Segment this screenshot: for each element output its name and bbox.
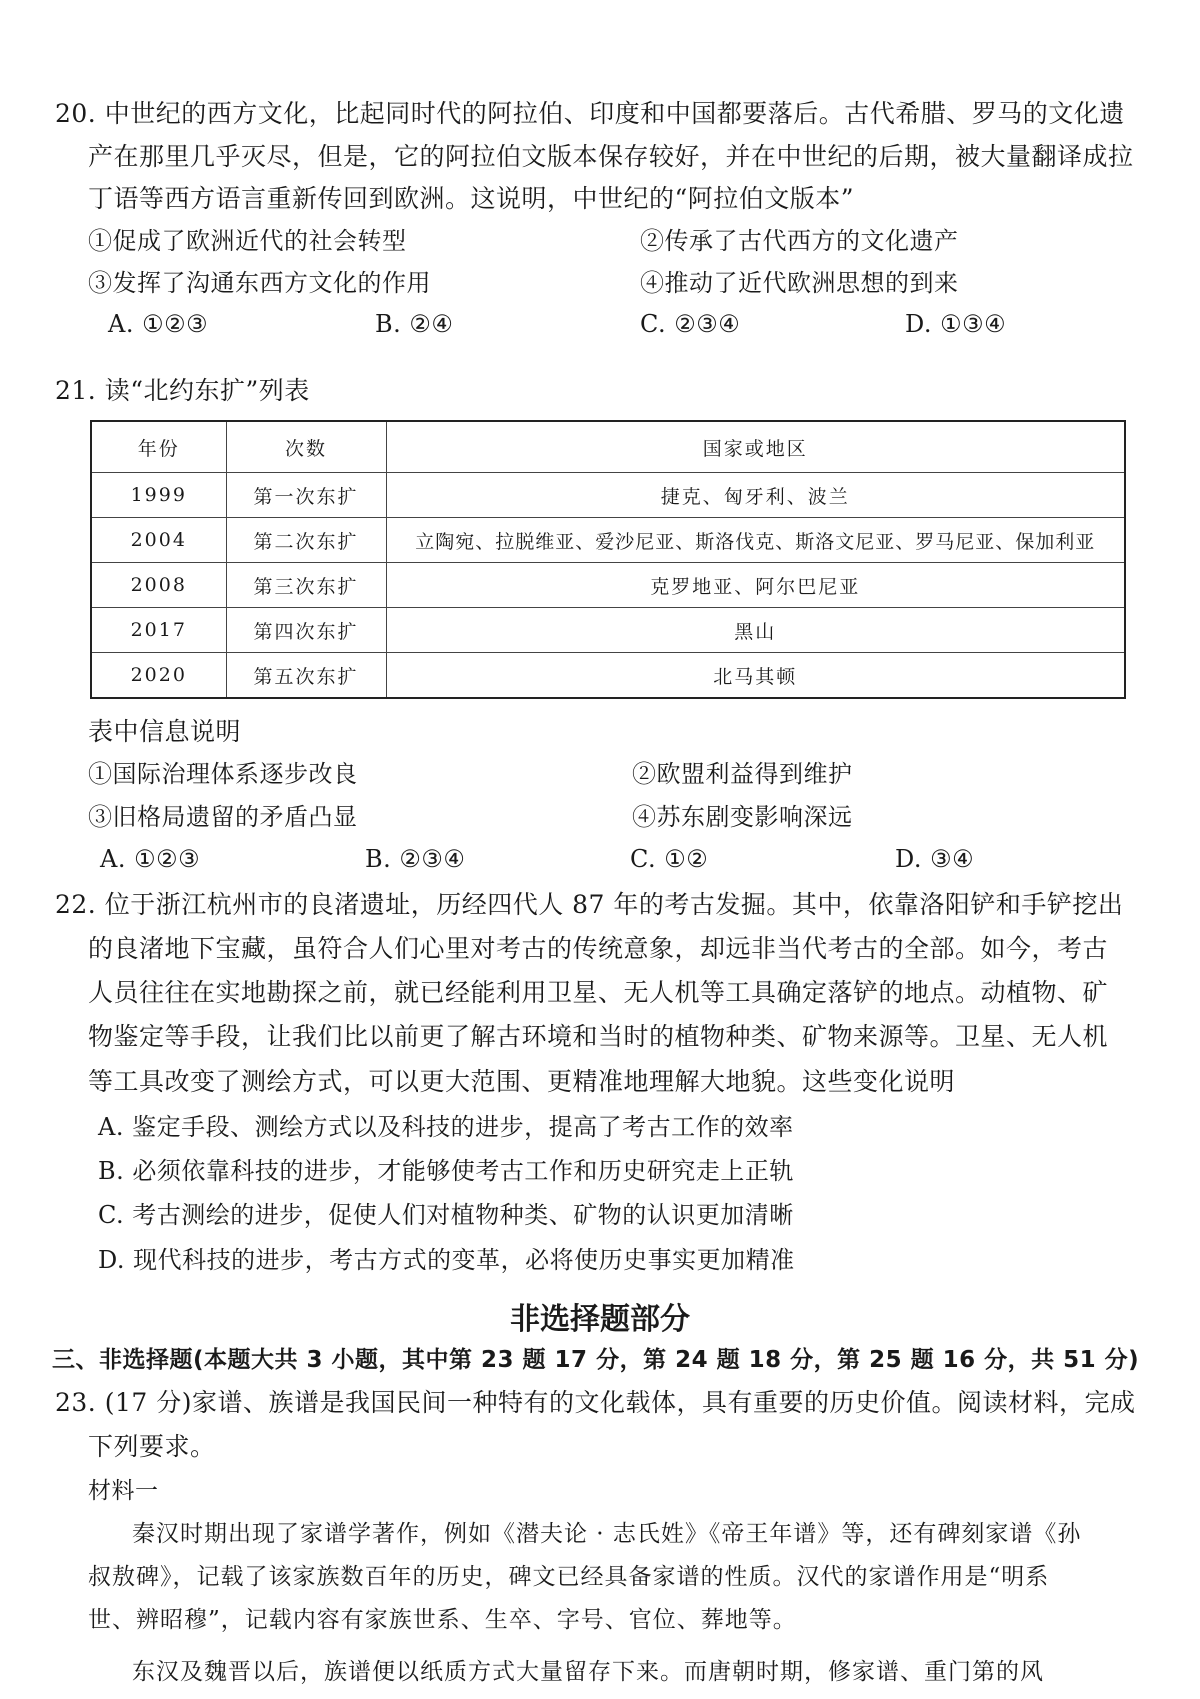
cell-year: 2017 [91,608,226,653]
cell-year: 2008 [91,563,226,608]
cell-country: 立陶宛、拉脱维亚、爱沙尼亚、斯洛伐克、斯洛文尼亚、罗马尼亚、保加利亚 [386,518,1125,563]
table-row [91,653,1125,699]
material-line2: 叔敖碑》，记载了该家族数百年的历史，碑文已经具备家谱的性质。汉代的家谱作用是“明系 [88,1564,1050,1590]
q21-option-a: A. ①②③ [100,845,201,873]
cell-round: 第三次东扩 [226,563,386,608]
q20-stem-line1: 20. 中世纪的西方文化，比起同时代的阿拉伯、印度和中国都要落后。古代希腊、罗马的文化遗 [55,99,1125,128]
cell-year: 1999 [91,473,226,518]
nato-expansion-table [90,420,1126,699]
material-line1: 秦汉时期出现了家谱学著作，例如《潜夫论 · 志氏姓》《帝王年谱》等，还有碑刻家谱《孙 [132,1521,1082,1547]
cell-country: 黑山 [386,608,1125,653]
table-row [91,563,1125,608]
q20-option-b: B. ②④ [375,310,454,338]
q21-option-b: B. ②③④ [365,845,466,873]
q22-option-d: D. 现代科技的进步，考古方式的变革，必将使历史事实更加精准 [98,1246,795,1274]
q21-lead: 表中信息说明 [88,717,242,746]
q22-stem-line2: 的良渚地下宝藏，虽符合人们心里对考古的传统意象，却远非当代考古的全部。如今，考古 [88,934,1109,963]
q22-stem-line3: 人员往往在实地勘探之前，就已经能利用卫星、无人机等工具确定落铲的地点。动植物、矿 [88,978,1109,1007]
header-round: 次数 [226,421,386,473]
section-heading: 三、非选择题(本题大共 3 小题，其中第 23 题 17 分，第 24 题 18 分，第 25 题 16 分，共 51 分) [52,1347,1140,1373]
material-label: 材料一 [88,1478,159,1504]
q20-item-4: ④推动了近代欧洲思想的到来 [640,269,959,297]
q20-item-1: ①促成了欧洲近代的社会转型 [88,227,407,255]
q23-stem-line1: 23. (17 分)家谱、族谱是我国民间一种特有的文化载体，具有重要的历史价值。阅读材料，完成 [55,1388,1136,1417]
q20-stem-line3: 丁语等西方语言重新传回到欧洲。这说明，中世纪的“阿拉伯文版本” [88,184,855,213]
cell-country: 北马其顿 [386,653,1125,699]
q22-stem-line4: 物鉴定等手段，让我们比以前更了解古环境和当时的植物种类、矿物来源等。卫星、无人机 [88,1022,1109,1051]
q20-option-c: C. ②③④ [640,310,741,338]
q23-stem-line2: 下列要求。 [88,1432,216,1461]
cell-country: 捷克、匈牙利、波兰 [386,473,1125,518]
q21-item-1: ①国际治理体系逐步改良 [88,760,358,788]
table-header-row [91,421,1125,473]
q21-item-2: ②欧盟利益得到维护 [632,760,853,788]
q20-option-d: D. ①③④ [905,310,1007,338]
header-country: 国家或地区 [386,421,1125,473]
q20-item-2: ②传承了古代西方的文化遗产 [640,227,959,255]
q22-option-b: B. 必须依靠科技的进步，才能够使考古工作和历史研究走上正轨 [98,1157,794,1185]
material-line3: 世、辨昭穆”，记载内容有家族世系、生卒、字号、官位、葬地等。 [88,1607,797,1633]
section-title: 非选择题部分 [510,1302,690,1337]
cell-country: 克罗地亚、阿尔巴尼亚 [386,563,1125,608]
table-row [91,473,1125,518]
material-line4: 东汉及魏晋以后，族谱便以纸质方式大量留存下来。而唐朝时期，修家谱、重门第的风 [132,1659,1044,1685]
header-year: 年份 [91,421,226,473]
q21-option-d: D. ③④ [895,845,975,873]
q21-item-3: ③旧格局遗留的矛盾凸显 [88,803,358,831]
cell-round: 第四次东扩 [226,608,386,653]
table-row [91,608,1125,653]
cell-round: 第一次东扩 [226,473,386,518]
q21-item-4: ④苏东剧变影响深远 [632,803,853,831]
table-row [91,518,1125,563]
q20-stem-line2: 产在那里几乎灭尽，但是，它的阿拉伯文版本保存较好，并在中世纪的后期，被大量翻译成拉 [88,142,1134,171]
cell-year: 2020 [91,653,226,699]
q22-stem-line5: 等工具改变了测绘方式，可以更大范围、更精准地理解大地貌。这些变化说明 [88,1067,956,1096]
q21-stem: 21. 读“北约东扩”列表 [55,376,310,405]
q22-option-c: C. 考古测绘的进步，促使人们对植物种类、矿物的认识更加清晰 [98,1201,794,1229]
q22-stem-line1: 22. 位于浙江杭州市的良渚遗址，历经四代人 87 年的考古发掘。其中，依靠洛阳铲和手铲挖出 [55,890,1124,919]
q20-option-a: A. ①②③ [108,310,209,338]
cell-year: 2004 [91,518,226,563]
q22-option-a: A. 鉴定手段、测绘方式以及科技的进步，提高了考古工作的效率 [98,1113,794,1141]
q20-item-3: ③发挥了沟通东西方文化的作用 [88,269,431,297]
cell-round: 第二次东扩 [226,518,386,563]
cell-round: 第五次东扩 [226,653,386,699]
q21-option-c: C. ①② [630,845,709,873]
